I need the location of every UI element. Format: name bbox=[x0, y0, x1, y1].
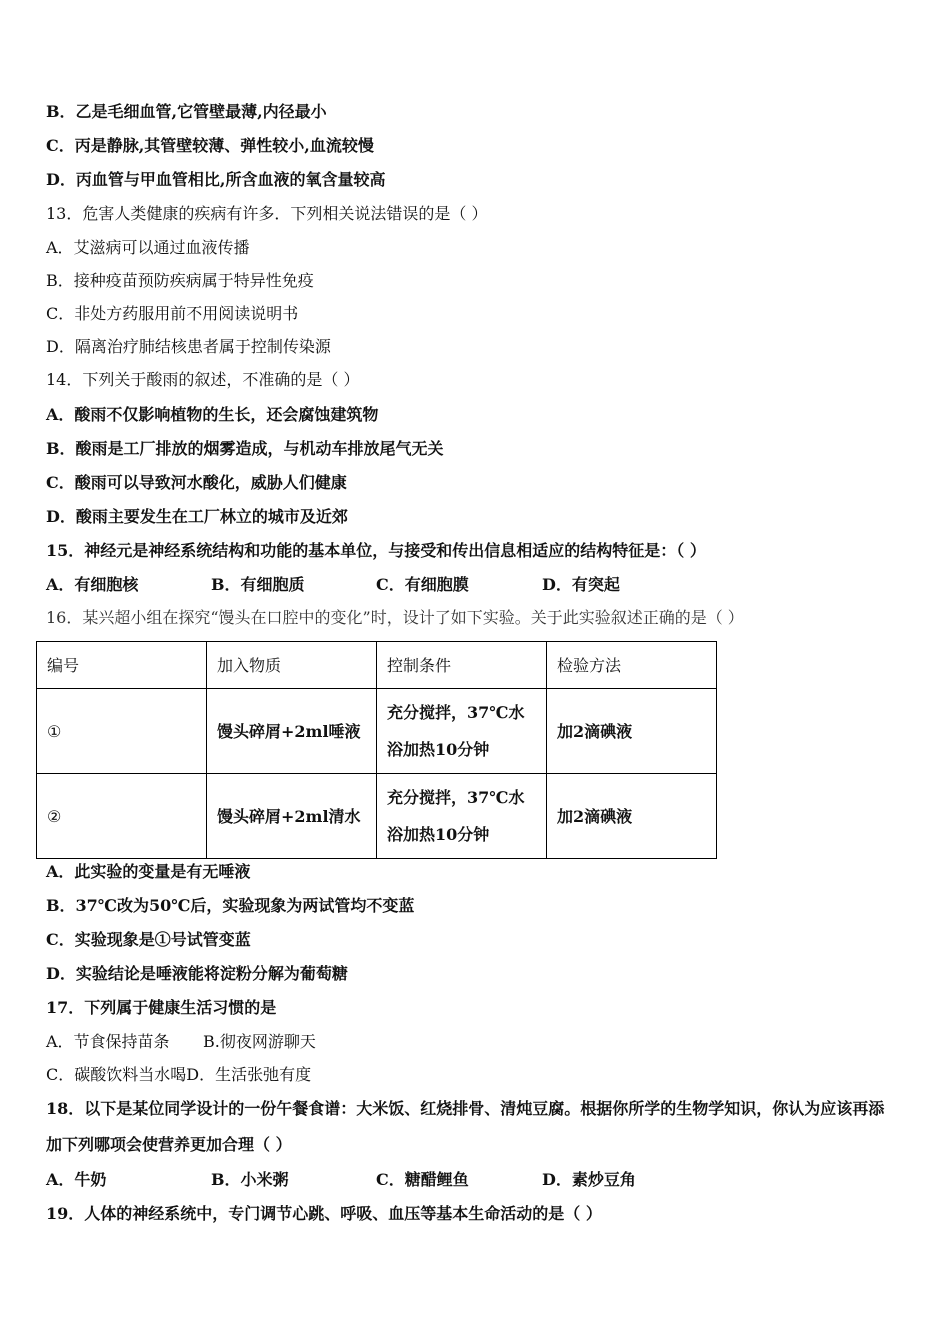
table-cell-substance: 馒头碎屑+2ml清水 bbox=[207, 774, 377, 859]
table-cell-condition bbox=[377, 689, 547, 774]
q14-stem: 14．下列关于酸雨的叙述，不准确的是（ ） bbox=[46, 370, 360, 389]
q13-option-a: A．艾滋病可以通过血液传播 bbox=[46, 238, 250, 257]
table-row bbox=[37, 774, 717, 859]
q14-option-c: C．酸雨可以导致河水酸化，威胁人们健康 bbox=[46, 473, 347, 492]
q15-option-c: C．有细胞膜 bbox=[376, 575, 469, 594]
q15-stem: 15．神经元是神经系统结构和功能的基本单位，与接受和传出信息相适应的结构特征是：（ ） bbox=[46, 541, 706, 560]
q17-option-b: B.彻夜网游聊天 bbox=[203, 1032, 316, 1051]
q17-option-c: C．碳酸饮料当水喝 bbox=[46, 1065, 187, 1084]
q18-stem-line1: 18．以下是某位同学设计的一份午餐食谱：大米饭、红烧排骨、清炖豆腐。根据你所学的生物学知识，你认为应该再添 bbox=[46, 1099, 885, 1118]
table-header-condition: 控制条件 bbox=[377, 642, 547, 689]
q13-stem: 13．危害人类健康的疾病有许多．下列相关说法错误的是（ ） bbox=[46, 204, 488, 223]
q13-option-d: D．隔离治疗肺结核患者属于控制传染源 bbox=[46, 337, 331, 356]
q13-option-c: C．非处方药服用前不用阅读说明书 bbox=[46, 304, 299, 323]
q17-options-row1 bbox=[46, 1031, 316, 1053]
q19-stem: 19．人体的神经系统中，专门调节心跳、呼吸、血压等基本生命活动的是（ ） bbox=[46, 1204, 602, 1223]
q15-option-b: B．有细胞质 bbox=[211, 575, 305, 594]
table-cell-condition-line1: 充分搅拌，37℃水 bbox=[387, 703, 525, 722]
q17-options-row2 bbox=[46, 1064, 311, 1086]
table-header-substance: 加入物质 bbox=[207, 642, 377, 689]
q14-option-a: A．酸雨不仅影响植物的生长，还会腐蚀建筑物 bbox=[46, 405, 379, 424]
q18-option-b: B．小米粥 bbox=[211, 1170, 289, 1189]
q17-option-d: D．生活张弛有度 bbox=[186, 1065, 312, 1084]
q14-option-d: D．酸雨主要发生在工厂林立的城市及近郊 bbox=[46, 507, 348, 526]
table-cell-condition-line2: 浴加热10分钟 bbox=[387, 740, 490, 759]
table-cell-method: 加2滴碘液 bbox=[547, 689, 717, 774]
table-cell-id: ② bbox=[37, 774, 207, 859]
table-cell-condition bbox=[377, 774, 547, 859]
q15-option-d: D．有突起 bbox=[542, 575, 620, 594]
q14-option-b: B．酸雨是工厂排放的烟雾造成，与机动车排放尾气无关 bbox=[46, 439, 444, 458]
table-header-id: 编号 bbox=[37, 642, 207, 689]
table-cell-condition-line2: 浴加热10分钟 bbox=[387, 825, 490, 844]
q17-stem: 17．下列属于健康生活习惯的是 bbox=[46, 998, 277, 1017]
q15-option-a: A．有细胞核 bbox=[46, 575, 139, 594]
q12-option-d: D．丙血管与甲血管相比,所含血液的氧含量较高 bbox=[46, 170, 386, 189]
q18-option-c: C．糖醋鲤鱼 bbox=[376, 1170, 469, 1189]
q17-option-a: A．节食保持苗条 bbox=[46, 1032, 170, 1051]
table-cell-method: 加2滴碘液 bbox=[547, 774, 717, 859]
q13-option-b: B．接种疫苗预防疾病属于特异性免疫 bbox=[46, 271, 314, 290]
table-cell-id: ① bbox=[37, 689, 207, 774]
table-cell-condition-line1: 充分搅拌，37℃水 bbox=[387, 788, 525, 807]
q18-option-d: D．素炒豆角 bbox=[542, 1170, 636, 1189]
table-header-method: 检验方法 bbox=[547, 642, 717, 689]
q16-option-c: C．实验现象是①号试管变蓝 bbox=[46, 930, 251, 949]
experiment-table bbox=[36, 641, 717, 859]
q16-stem: 16．某兴超小组在探究“馒头在口腔中的变化”时，设计了如下实验。关于此实验叙述正确的是（ ） bbox=[46, 608, 744, 627]
q16-option-d: D．实验结论是唾液能将淀粉分解为葡萄糖 bbox=[46, 964, 348, 983]
q16-option-a: A．此实验的变量是有无唾液 bbox=[46, 862, 251, 881]
q18-option-a: A．牛奶 bbox=[46, 1170, 107, 1189]
q12-option-b: B．乙是毛细血管,它管壁最薄,内径最小 bbox=[46, 102, 327, 121]
table-cell-substance: 馒头碎屑+2ml唾液 bbox=[207, 689, 377, 774]
table-row bbox=[37, 689, 717, 774]
q16-option-b: B．37℃改为50℃后，实验现象为两试管均不变蓝 bbox=[46, 896, 415, 915]
q12-option-c: C．丙是静脉,其管壁较薄、弹性较小,血流较慢 bbox=[46, 136, 374, 155]
q18-stem-line2: 加下列哪项会使营养更加合理（ ） bbox=[46, 1135, 292, 1154]
table-header-row bbox=[37, 642, 717, 689]
